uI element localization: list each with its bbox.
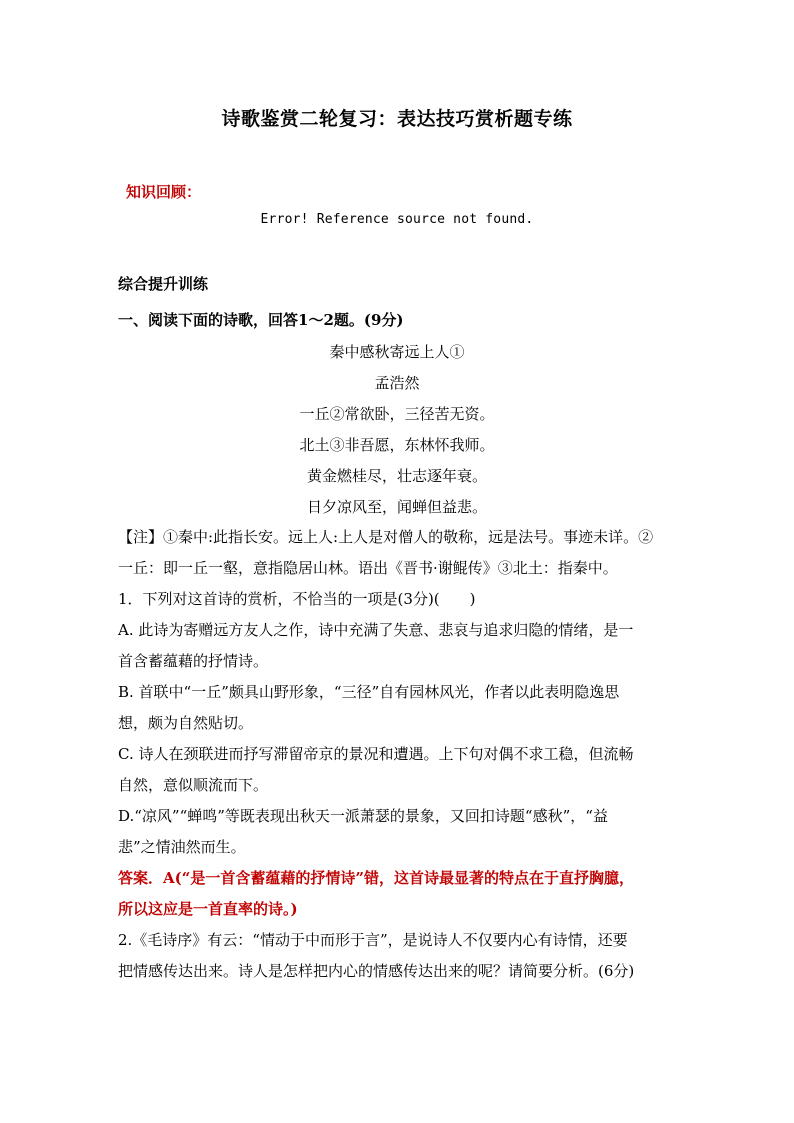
option-c-line: 自然，意似顺流而下。: [118, 776, 269, 794]
question-2: [118, 925, 674, 987]
document-title: 诗歌鉴赏二轮复习：表达技巧赏析题专练: [221, 108, 573, 130]
answer-line: 所以这应是一首直率的诗。): [118, 900, 298, 918]
option-d-line: D.“凉风”“蝉鸣”等既表现出秋天一派萧瑟的景象，又回扣诗题“感秋”，“益: [118, 807, 608, 825]
question-2-line: 把情感传达出来。诗人是怎样把内心的情感传达出来的呢？请简要分析。(6分): [118, 962, 635, 980]
reference-error-text: Error! Reference source not found.: [260, 212, 534, 227]
poem-line: 日夕凉风至，闻蝉但益悲。: [306, 498, 487, 516]
poem-line: 北土③非吾愿，东林怀我师。: [299, 436, 495, 454]
answer-line: 答案．A(“是一首含蓄蕴藉的抒情诗”错，这首诗最显著的特点在于直抒胸臆，: [118, 869, 634, 887]
poem-line: 一丘②常欲卧，三径苦无资。: [299, 405, 495, 423]
option-b-line: 想，颇为自然贴切。: [118, 714, 254, 732]
option-a-line: 首含蓄蕴藉的抒情诗。: [118, 652, 269, 670]
note-line: 【注】①秦中:此指长安。远上人:上人是对僧人的敬称，远是法号。事迹未详。②: [118, 528, 654, 546]
part1-heading: 一、阅读下面的诗歌，回答1～2题。(9分): [118, 311, 404, 329]
poem-line: 黄金燃桂尽，壮志逐年衰。: [306, 467, 487, 485]
option-a-line: A. 此诗为寄赠远方友人之作，诗中充满了失意、悲哀与追求归隐的情绪，是一: [118, 621, 634, 639]
training-heading: 综合提升训练: [118, 275, 209, 293]
question-1-stem: 1．下列对这首诗的赏析，不恰当的一项是(3分)( ): [118, 590, 476, 608]
note-line: 一丘：即一丘一壑，意指隐居山林。语出《晋书·谢鲲传》③北土：指秦中。: [118, 559, 618, 577]
poem-author: 孟浩然: [374, 374, 420, 392]
option-b-line: B. 首联中“一丘”颇具山野形象，“三径”自有园林风光，作者以此表明隐逸思: [118, 683, 620, 701]
poem-note: [118, 522, 674, 584]
poem-title: 秦中感秋寄远上人①: [329, 343, 465, 361]
question-2-line: 2.《毛诗序》有云：“情动于中而形于言”，是说诗人不仅要内心有诗情，还要: [118, 931, 628, 949]
knowledge-review-heading: 知识回顾：: [126, 183, 202, 201]
option-c-line: C. 诗人在颈联进而抒写滞留帝京的景况和遭遇。上下句对偶不求工稳，但流畅: [118, 745, 634, 763]
option-d-line: 悲”之情油然而生。: [118, 838, 246, 856]
question-1: [118, 584, 674, 925]
